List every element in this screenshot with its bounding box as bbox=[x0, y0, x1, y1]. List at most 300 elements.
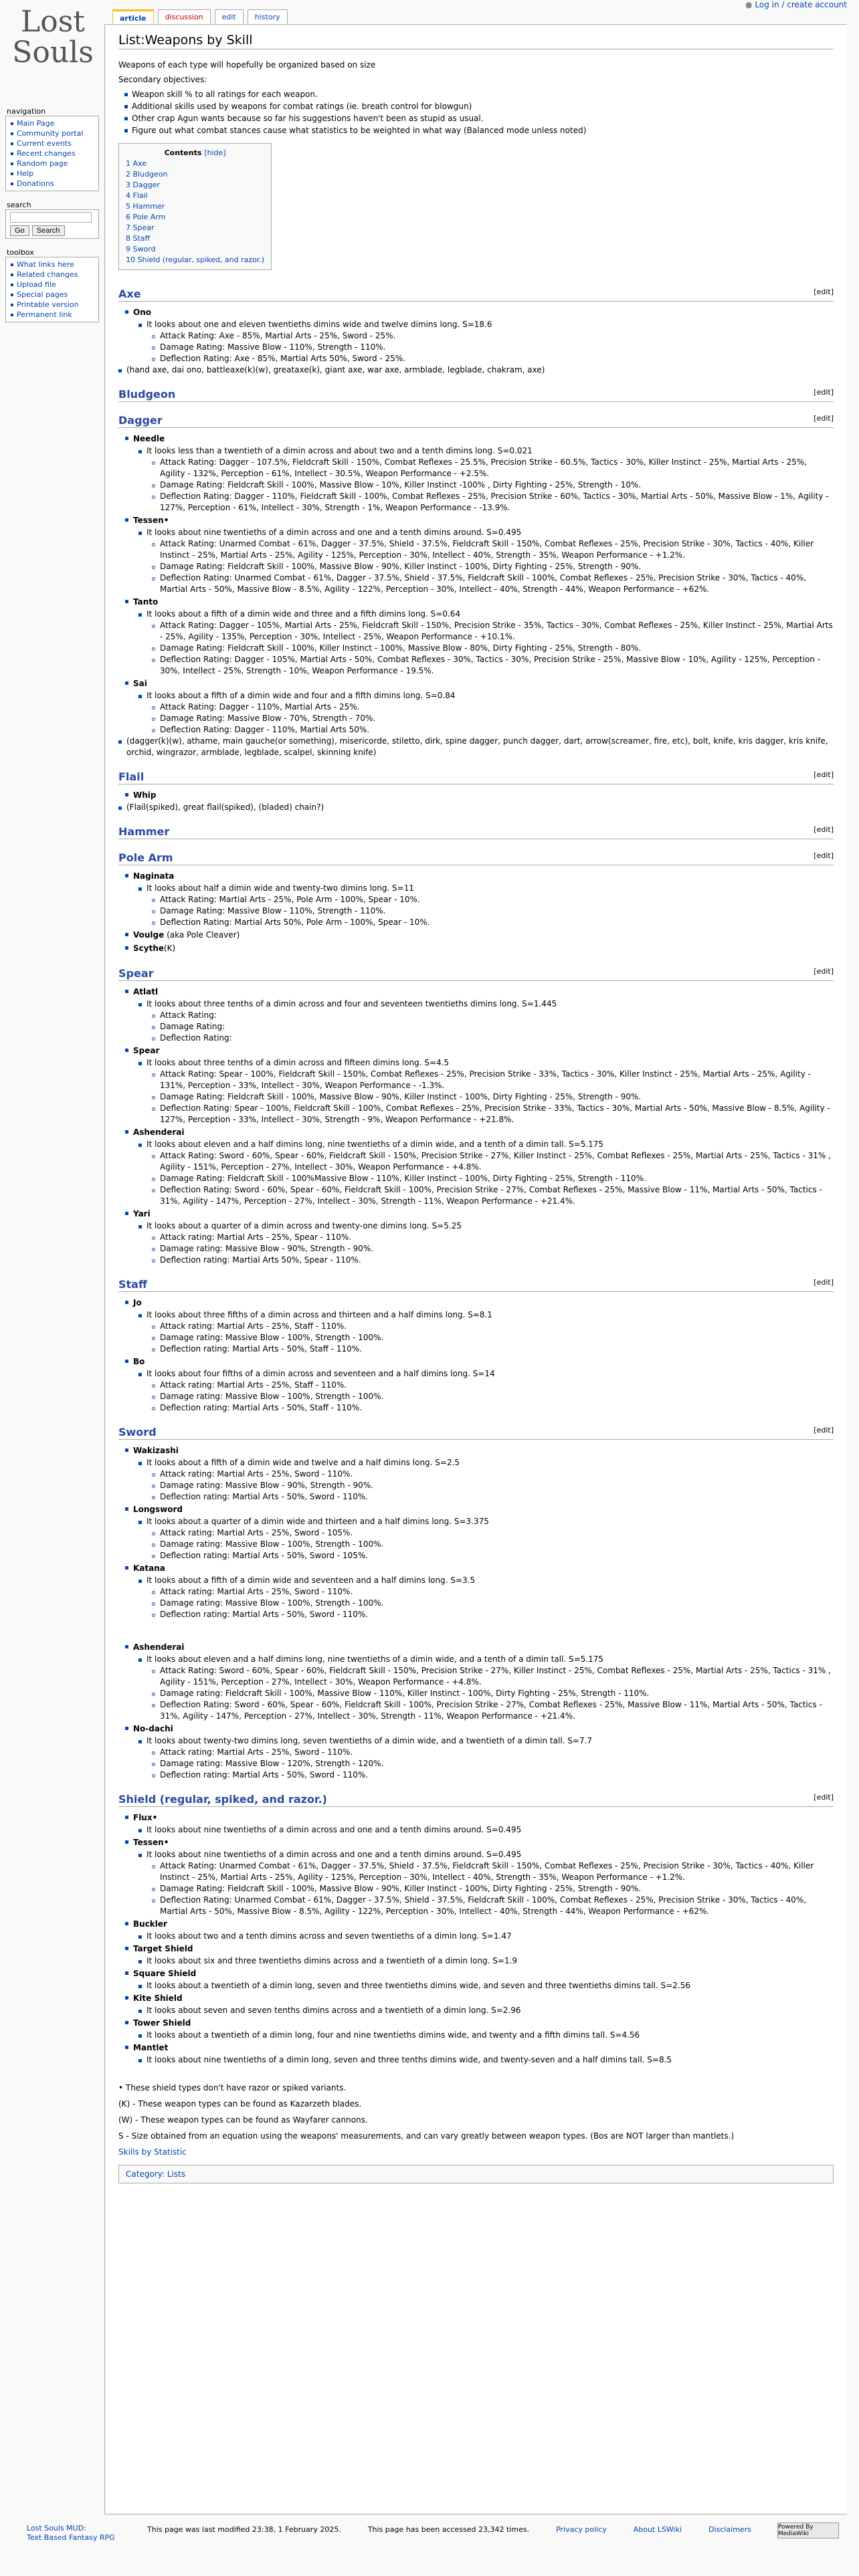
rating-line: Damage rating: Massive Blow - 90%, Strength - 90%. bbox=[155, 1480, 834, 1491]
content-area bbox=[104, 24, 847, 2514]
weapon-ratings bbox=[155, 330, 834, 364]
section-title: Sword bbox=[118, 1426, 157, 1438]
rating-line: Deflection Rating: Unarmed Combat - 61%, Dagger - 37.5%, Shield - 37.5%, Fieldcraft Skill - 100%, Combat Reflexes - 25%, Precision Strike - 30%, Tactics - 40%, Martial Arts - 50%, Massive Blow - 8.5%, Agility - 122%, Perception - 30%, Intellect - 40%, Strength - 44%, Weapon Performance - +62%. bbox=[155, 572, 834, 595]
weapon-description: It looks about a quarter of a dimin across and twenty-one dimins long. S=5.25 bbox=[141, 1220, 834, 1232]
rating-line: Deflection Rating: Dagger - 110%, Martial Arts 50%. bbox=[155, 724, 834, 736]
weapon-entry bbox=[128, 514, 834, 595]
weapon-entry bbox=[128, 928, 834, 942]
rating-line: Attack Rating: Martial Arts - 25%, Pole Arm - 100%, Spear - 10%. bbox=[155, 894, 834, 905]
section-heading bbox=[118, 288, 834, 302]
sidebar-nav-item bbox=[17, 179, 94, 189]
weapon-name bbox=[128, 1207, 834, 1220]
weapon-entry bbox=[128, 1811, 834, 1836]
page-tabs bbox=[112, 9, 288, 24]
weapon-desc-wrap bbox=[141, 609, 834, 620]
section-edit-link[interactable]: [edit] bbox=[814, 1793, 834, 1802]
weapon-desc-wrap bbox=[141, 1824, 834, 1836]
secondary-objectives-label: Secondary objectives: bbox=[118, 75, 207, 84]
weapon-entry bbox=[128, 1125, 834, 1207]
rating-line: Damage rating: Massive Blow - 90%, Strength - 90%. bbox=[155, 1243, 834, 1255]
toc-title: Contents bbox=[164, 148, 202, 157]
footer-wordmark[interactable] bbox=[27, 2524, 115, 2543]
footer-wordmark-line2: Text Based Fantasy RPG bbox=[27, 2533, 115, 2542]
weapon-entry bbox=[128, 2016, 834, 2041]
weapon-entry bbox=[121, 802, 834, 813]
weapon-list-note: (dagger(k)(w), athame, main gauche(or something), misericorde, stiletto, dirk, spine dagger, punch dagger, dart, arrow(screamer, fire, etc), bolt, knife, kris dagger, kris knife, orchid, wingrazor, armblade, legblade, scalpel, skinning knife) bbox=[121, 736, 834, 758]
weapon-name-text: Bo bbox=[133, 1357, 145, 1366]
toc-item bbox=[126, 255, 264, 265]
footnote-line: (W) - These weapon types can be found as Wayfarer cannons. bbox=[118, 2115, 368, 2125]
sections bbox=[118, 288, 834, 2066]
toolbox-link[interactable]: What links here bbox=[17, 260, 74, 269]
rating-line: Damage rating: Massive Blow - 100%, Strength - 100%. bbox=[155, 1598, 834, 1609]
section-heading bbox=[118, 770, 834, 784]
toolbox-item bbox=[17, 300, 94, 310]
weapon-ratings bbox=[155, 894, 834, 928]
weapon-description: It looks about two and a tenth dimins across and seven twentieths of a dimin long. S=1.47 bbox=[141, 1931, 834, 1942]
weapon-description: It looks about seven and seven tenths dimins across and a twentieth of a dimin long. S=2.96 bbox=[141, 2005, 834, 2016]
sidebar-nav-link[interactable]: Current events bbox=[17, 139, 72, 148]
weapon-desc-wrap bbox=[141, 2030, 834, 2041]
weapon-name bbox=[128, 1992, 834, 2005]
weapon-name-text: Sai bbox=[133, 679, 147, 688]
section-heading bbox=[118, 1426, 834, 1440]
weapon-name-text: Tower Shield bbox=[133, 2018, 191, 2028]
weapon-name bbox=[128, 1296, 834, 1309]
weapon-ratings bbox=[155, 538, 834, 595]
rating-line: Attack rating: Martial Arts - 25%, Sword - 110%. bbox=[155, 1586, 834, 1598]
personal-tools bbox=[745, 0, 847, 9]
weapon-entry bbox=[128, 1503, 834, 1562]
toolbox-portlet bbox=[5, 248, 99, 322]
section-heading bbox=[118, 1793, 834, 1807]
weapon-name-text: Ashenderai bbox=[133, 1128, 185, 1137]
about-link[interactable]: About LSWiki bbox=[633, 2525, 682, 2534]
footer bbox=[0, 2517, 859, 2571]
weapon-entry bbox=[128, 1836, 834, 1917]
sidebar-nav-link[interactable]: Help bbox=[17, 169, 34, 178]
toc-item bbox=[126, 169, 264, 180]
toc-item bbox=[126, 180, 264, 191]
toc-link[interactable]: 8 Staff bbox=[126, 234, 151, 243]
rating-line: Deflection Rating: bbox=[155, 1033, 834, 1044]
section-edit-link[interactable]: [edit] bbox=[814, 851, 834, 860]
toc-link[interactable]: 4 Flail bbox=[126, 191, 148, 200]
rating-line: Deflection Rating: Sword - 60%, Spear - 60%, Fieldcraft Skill - 100%, Precision Strike - 27%, Combat Reflexes - 25%, Massive Blow - 11%, Martial Arts - 50%, Tactics - 31%, Agility - 147%, Perception - 27%, Intellect - 30%, Strength - 11%, Weapon Performance - +21.4%. bbox=[155, 1184, 834, 1207]
toc-link[interactable]: 2 Bludgeon bbox=[126, 170, 168, 179]
powered-by-badge[interactable]: Powered By MediaWiki bbox=[777, 2523, 839, 2539]
access-count: This page has been accessed 23,342 times. bbox=[367, 2525, 530, 2534]
weapon-entry bbox=[128, 1296, 834, 1355]
tab-edit[interactable]: edit bbox=[215, 9, 244, 24]
rating-line: Attack rating: Martial Arts - 25%, Sword - 105%. bbox=[155, 1527, 834, 1539]
weapon-name bbox=[128, 1444, 834, 1457]
weapon-entry bbox=[128, 1562, 834, 1620]
page-title: List:Weapons by Skill bbox=[118, 33, 834, 49]
weapon-name-text: Longsword bbox=[133, 1505, 183, 1514]
sidebar-nav-link[interactable]: Random page bbox=[17, 159, 68, 168]
toolbox-item bbox=[17, 310, 94, 320]
weapon-desc-wrap bbox=[141, 1575, 834, 1586]
tab-discussion[interactable]: discussion bbox=[158, 9, 211, 24]
weapon-name-suffix: (K) bbox=[164, 944, 176, 953]
see-also-link[interactable]: Skills by Statistic bbox=[118, 2147, 187, 2157]
objective-item: Figure out what combat stances cause what statistics to be weighted in what way (Balanced mode unless noted) bbox=[132, 124, 834, 136]
weapon-name-text: Naginata bbox=[133, 871, 175, 881]
sidebar-nav-link[interactable]: Donations bbox=[17, 179, 54, 188]
rating-line: Deflection Rating: Martial Arts 50%, Pole Arm - 100%, Spear - 10%. bbox=[155, 917, 834, 928]
weapon-ratings bbox=[155, 1150, 834, 1207]
toolbox-item bbox=[17, 290, 94, 300]
objective-item: Other crap Agun wants because so far his suggestions haven't been as stupid as usual. bbox=[132, 112, 834, 124]
toolbox-link[interactable]: Related changes bbox=[17, 270, 78, 279]
weapon-name-text: Whip bbox=[133, 790, 157, 800]
weapon-description: It looks about three fifths of a dimin across and thirteen and a half dimins long. S=8.1 bbox=[141, 1309, 834, 1321]
weapon-name-suffix: (aka Pole Cleaver) bbox=[164, 930, 240, 940]
weapon-desc-wrap bbox=[141, 1849, 834, 1860]
weapon-name bbox=[128, 1562, 834, 1575]
see-also bbox=[118, 2146, 834, 2158]
toolbox-link[interactable]: Permanent link bbox=[17, 310, 72, 319]
section-edit-link[interactable]: [edit] bbox=[814, 388, 834, 397]
rating-line: Deflection rating: Martial Arts - 50%, Staff - 110%. bbox=[155, 1344, 834, 1355]
weapon-name-text: Needle bbox=[133, 434, 165, 443]
sidebar-nav-link[interactable]: Recent changes bbox=[17, 149, 76, 158]
rating-line: Damage Rating: Fieldcraft Skill - 100%, Killer Instinct - 100%, Massive Blow - 80%, Dirty Fighting - 25%, Strength - 80%. bbox=[155, 643, 834, 654]
toc-item bbox=[126, 191, 264, 201]
search-input[interactable] bbox=[10, 212, 92, 223]
rating-line: Deflection Rating: Sword - 60%, Spear - 60%, Fieldcraft Skill - 100%, Precision Strike - 27%, Combat Reflexes - 25%, Massive Blow - 11%, Martial Arts - 50%, Tactics - 31%, Agility - 147%, Perception - 27%, Intellect - 30%, Strength - 11%, Weapon Performance - +21.4%. bbox=[155, 1699, 834, 1722]
weapon-ratings bbox=[155, 1069, 834, 1125]
rating-line: Attack Rating: Unarmed Combat - 61%, Dagger - 37.5%, Shield - 37.5%, Fieldcraft Skill - 150%, Combat Reflexes - 25%, Precision Strike - 30%, Tactics - 40%, Killer Instinct - 25%, Martial Arts - 25%, Agility - 125%, Perception - 30%, Intellect - 40%, Strength - 35%, Weapon Performance - +1.2%. bbox=[155, 538, 834, 561]
weapon-desc-wrap bbox=[141, 1955, 834, 1967]
section-edit-link[interactable]: [edit] bbox=[814, 288, 834, 296]
toolbox-item bbox=[17, 270, 94, 280]
category-label[interactable]: Category: bbox=[126, 2169, 167, 2179]
login-link[interactable]: Log in / create account bbox=[755, 0, 847, 9]
go-button[interactable]: Go bbox=[10, 225, 29, 236]
search-button[interactable]: Search bbox=[32, 225, 65, 236]
weapon-name bbox=[128, 1917, 834, 1931]
search-portlet bbox=[5, 201, 99, 239]
section-edit-link[interactable]: [edit] bbox=[814, 1278, 834, 1287]
weapon-name-text: Tessen• bbox=[133, 516, 169, 525]
rating-line: Damage Rating: Fieldcraft Skill - 100%, Massive Blow - 90%, Killer Instinct - 100%, Dirty Fighting - 25%, Strength - 90%. bbox=[155, 1091, 834, 1103]
weapon-name-text: Kite Shield bbox=[133, 1994, 183, 2003]
weapon-entry bbox=[128, 1355, 834, 1414]
weapon-name-text: Jo bbox=[133, 1298, 142, 1307]
weapon-desc-wrap bbox=[141, 445, 834, 457]
rating-line: Deflection Rating: Dagger - 105%, Martial Arts - 50%, Combat Reflexes - 30%, Tactics - 30%, Precision Strike - 25%, Massive Blow - 10%, Agility - 125%, Perception - 30%, Intellect - 25%, Strength - 10%, Weapon Performance - 19.5%. bbox=[155, 654, 834, 677]
weapon-desc-wrap bbox=[141, 1931, 834, 1942]
toolbox-link[interactable]: Special pages bbox=[17, 290, 68, 299]
weapon-name bbox=[128, 1836, 834, 1849]
footer-wordmark-line1: Lost Souls MUD: bbox=[27, 2524, 86, 2533]
weapon-name bbox=[128, 1942, 834, 1955]
rating-line: Attack Rating: Dagger - 105%, Martial Arts - 25%, Fieldcraft Skill - 150%, Precision Strike - 35%, Tactics - 30%, Combat Reflexes - 25%, Killer Instinct - 25%, Martial Arts - 25%, Agility - 135%, Perception - 30%, Intellect - 25%, Weapon Performance - +10.1%. bbox=[155, 620, 834, 643]
weapon-ratings bbox=[155, 1747, 834, 1781]
weapon-entry bbox=[121, 364, 834, 376]
rating-line: Attack Rating: Unarmed Combat - 61%, Dagger - 37.5%, Shield - 37.5%, Fieldcraft Skill - 150%, Combat Reflexes - 25%, Precision Strike - 30%, Tactics - 40%, Killer Instinct - 25%, Martial Arts - 25%, Agility - 125%, Perception - 30%, Intellect - 40%, Strength - 35%, Weapon Performance - +1.2%. bbox=[155, 1860, 834, 1883]
toc-link[interactable]: 9 Sword bbox=[126, 245, 156, 253]
toc-item bbox=[126, 158, 264, 169]
rating-line: Attack rating: Martial Arts - 25%, Sword - 110%. bbox=[155, 1469, 834, 1480]
toc-item bbox=[126, 212, 264, 223]
weapon-description: It looks about a fifth of a dimin wide and seventeen and a half dimins long. S=3.5 bbox=[141, 1575, 834, 1586]
toc-link[interactable]: 3 Dagger bbox=[126, 181, 160, 189]
toolbox-link[interactable]: Upload file bbox=[17, 280, 56, 289]
weapon-description: It looks about a quarter of a dimin wide and thirteen and a half dimins long. S=3.375 bbox=[141, 1516, 834, 1527]
category-box bbox=[118, 2165, 834, 2183]
weapon-description: It looks about a twentieth of a dimin long, four and nine twentieths dimins wide, and twenty and a fifth dimins tall. S=4.56 bbox=[141, 2030, 834, 2041]
weapon-desc-wrap bbox=[141, 1220, 834, 1232]
rating-line: Attack Rating: Axe - 85%, Martial Arts - 25%, Sword - 25%. bbox=[155, 330, 834, 342]
rating-line: Attack rating: Martial Arts - 25%, Staff - 110%. bbox=[155, 1380, 834, 1391]
privacy-link[interactable]: Privacy policy bbox=[556, 2525, 607, 2534]
section-heading bbox=[118, 825, 834, 839]
section-edit-link[interactable]: [edit] bbox=[814, 825, 834, 834]
navigation-heading: navigation bbox=[7, 107, 46, 116]
weapon-name-text: Scythe bbox=[133, 944, 164, 953]
weapon-description: It looks about four fifths of a dimin across and seventeen and a half dimins long. S=14 bbox=[141, 1368, 834, 1380]
toc-item bbox=[126, 244, 264, 255]
weapon-desc-wrap bbox=[141, 1735, 834, 1747]
weapon-entry bbox=[128, 2041, 834, 2066]
intro-text: Weapons of each type will hopefully be organized based on size bbox=[118, 60, 376, 70]
weapon-entry bbox=[128, 432, 834, 514]
footnotes bbox=[118, 2082, 834, 2142]
weapon-desc-wrap bbox=[141, 527, 834, 538]
weapon-entry bbox=[128, 1967, 834, 1992]
weapon-name bbox=[128, 985, 834, 998]
rating-line: Deflection rating: Martial Arts - 50%, Sword - 110%. bbox=[155, 1491, 834, 1503]
rating-line: Damage rating: Massive Blow - 100%, Strength - 100%. bbox=[155, 1391, 834, 1402]
weapon-entry bbox=[128, 788, 834, 802]
weapon-description: It looks about nine twentieths of a dimin across and one and a tenth dimins around. S=0.495 bbox=[141, 1849, 834, 1860]
weapon-description: It looks about six and three twentieths dimins across and a twentieth of a dimin long. S=1.9 bbox=[141, 1955, 834, 1967]
weapon-name bbox=[128, 1503, 834, 1516]
rating-line: Deflection rating: Martial Arts - 50%, Sword - 110%. bbox=[155, 1769, 834, 1781]
rating-line: Attack Rating: Dagger - 107.5%, Fieldcraft Skill - 150%, Combat Reflexes - 25.5%, Precision Strike - 60.5%, Tactics - 30%, Killer Instinct - 25%, Martial Arts - 25%, Agility - 132%, Perception - 61%, Intellect - 30.5%, Weapon Performance - +2.5%. bbox=[155, 457, 834, 479]
weapon-ratings bbox=[155, 1380, 834, 1414]
sidebar-nav-item bbox=[17, 158, 94, 169]
rating-line: Damage Rating: Massive Blow - 110%, Strength - 110%. bbox=[155, 342, 834, 353]
section-edit-link[interactable]: [edit] bbox=[814, 1426, 834, 1434]
weapon-name-text: Yari bbox=[133, 1209, 151, 1218]
section-heading bbox=[118, 967, 834, 981]
weapon-description: It looks about three tenths of a dimin across and fifteen dimins long. S=4.5 bbox=[141, 1057, 834, 1069]
weapon-description: It looks about a fifth of a dimin wide and three and a fifth dimins long. S=0.64 bbox=[141, 609, 834, 620]
sidebar-nav-item bbox=[17, 148, 94, 158]
footnote-line: S - Size obtained from an equation using the weapons' measurements, and can vary greatly between weapon types. (Bos are NOT larger than mantlets.) bbox=[118, 2131, 735, 2141]
section-heading bbox=[118, 414, 834, 428]
weapon-name-text: Wakizashi bbox=[133, 1446, 179, 1455]
toc-hide-link[interactable]: [hide] bbox=[204, 148, 226, 157]
sidebar-nav-item bbox=[17, 169, 94, 179]
rating-line: Attack Rating: Dagger - 110%, Martial Arts - 25%. bbox=[155, 702, 834, 713]
weapon-entry bbox=[128, 1444, 834, 1503]
section-edit-link[interactable]: [edit] bbox=[814, 967, 834, 976]
site-logo[interactable] bbox=[3, 3, 103, 90]
weapon-name-text: Square Shield bbox=[133, 1969, 197, 1978]
weapon-desc-wrap bbox=[141, 1654, 834, 1665]
weapon-name-text: No-dachi bbox=[133, 1724, 173, 1733]
weapon-entry bbox=[128, 1942, 834, 1967]
weapon-description: It looks about twenty-two dimins long, seven twentieths of a dimin wide, and a twentieth of a dimin tall. S=7.7 bbox=[141, 1735, 834, 1747]
weapon-name bbox=[128, 928, 834, 942]
weapon-name bbox=[128, 514, 834, 527]
weapon-ratings bbox=[155, 620, 834, 677]
section-edit-link[interactable]: [edit] bbox=[814, 770, 834, 779]
weapon-desc-wrap bbox=[141, 1368, 834, 1380]
weapon-name-text: Spear bbox=[133, 1046, 160, 1055]
section-title: Hammer bbox=[118, 825, 170, 838]
weapon-description: It looks about nine twentieths of a dimin long, seven and three tenths dimins wide, and twenty-seven and a half dimins tall. S=8.5 bbox=[141, 2054, 834, 2066]
weapon-desc-wrap bbox=[141, 1980, 834, 1992]
weapon-name-text: Tanto bbox=[133, 597, 159, 607]
section-heading bbox=[118, 851, 834, 865]
weapon-name bbox=[128, 788, 834, 802]
rating-line: Damage rating: Massive Blow - 100%, Strength - 100%. bbox=[155, 1332, 834, 1344]
weapon-name-text: Voulge bbox=[133, 930, 165, 940]
sidebar-nav-link[interactable]: Main Page bbox=[17, 119, 55, 128]
rating-line: Damage Rating: Massive Blow - 70%, Strength - 70%. bbox=[155, 713, 834, 724]
weapon-ratings bbox=[155, 1469, 834, 1503]
rating-line: Deflection Rating: Unarmed Combat - 61%, Dagger - 37.5%, Shield - 37.5%, Fieldcraft Skill - 100%, Combat Reflexes - 25%, Precision Strike - 30%, Tactics - 40%, Martial Arts - 50%, Massive Blow - 8.5%, Agility - 122%, Perception - 30%, Intellect - 40%, Strength - 44%, Weapon Performance - +62%. bbox=[155, 1895, 834, 1917]
weapon-desc-wrap bbox=[141, 2005, 834, 2016]
toc-item bbox=[126, 201, 264, 212]
rating-line: Deflection Rating: Dagger - 110%, Fieldcraft Skill - 100%, Combat Reflexes - 25%, Precision Strike - 60%, Tactics - 30%, Martial Arts - 50%, Massive Blow - 1%, Agility - 127%, Perception - 61%, Intellect - 30%, Strength - 1%, Weapon Performance - -13.9%. bbox=[155, 491, 834, 514]
weapon-description: It looks about eleven and a half dimins long, nine twentieths of a dimin wide, and a tenth of a dimin tall. S=5.175 bbox=[141, 1139, 834, 1150]
section-title: Axe bbox=[118, 288, 141, 300]
category-link[interactable]: Lists bbox=[167, 2169, 186, 2179]
weapon-description: It looks about a fifth of a dimin wide and twelve and a half dimins long. S=2.5 bbox=[141, 1457, 834, 1469]
weapon-ratings bbox=[155, 1321, 834, 1355]
weapon-name-text: Atlatl bbox=[133, 987, 159, 996]
rating-line: Deflection rating: Martial Arts 50%, Spear - 110%. bbox=[155, 1255, 834, 1266]
section-title: Bludgeon bbox=[118, 388, 176, 401]
footnote-line: (K) - These weapon types can be found as Kazarzeth blades. bbox=[118, 2099, 362, 2109]
section-title: Dagger bbox=[118, 414, 163, 427]
weapon-ratings bbox=[155, 1586, 834, 1620]
rating-line: Attack Rating: Sword - 60%, Spear - 60%, Fieldcraft Skill - 150%, Precision Strike - 27%, Killer Instinct - 25%, Combat Reflexes - 25%, Martial Arts - 25%, Tactics - 31% , Agility - 151%, Perception - 27%, Intellect - 30%, Weapon Performance - +4.8%. bbox=[155, 1150, 834, 1173]
weapon-name bbox=[128, 942, 834, 955]
disclaimers-link[interactable]: Disclaimers bbox=[708, 2525, 751, 2534]
rating-line: Deflection rating: Martial Arts - 50%, Sword - 110%. bbox=[155, 1609, 834, 1620]
toc-link[interactable]: 6 Pole Arm bbox=[126, 213, 166, 221]
navigation-portlet bbox=[5, 107, 99, 191]
weapon-description: It looks less than a twentieth of a dimin across and about two and a tenth dimins long. S=0.021 bbox=[141, 445, 834, 457]
rating-line: Deflection rating: Martial Arts - 50%, Staff - 110%. bbox=[155, 1402, 834, 1414]
tab-history[interactable]: history bbox=[248, 9, 288, 24]
objective-item: Additional skills used by weapons for combat ratings (ie. breath control for blowgun) bbox=[132, 100, 834, 112]
rating-line: Damage Rating: Fieldcraft Skill - 100%, Massive Blow - 10%, Killer Instinct -100% , Dirty Fighting - 25%, Strength - 10%. bbox=[155, 479, 834, 491]
weapon-name bbox=[128, 1722, 834, 1735]
weapon-entry bbox=[128, 869, 834, 928]
weapon-desc-wrap bbox=[141, 883, 834, 894]
weapon-desc-wrap bbox=[141, 690, 834, 702]
section-heading bbox=[118, 1278, 834, 1292]
weapon-description: It looks about half a dimin wide and twenty-two dimins long. S=11 bbox=[141, 883, 834, 894]
weapon-ratings bbox=[155, 1860, 834, 1917]
weapon-name bbox=[128, 1125, 834, 1139]
objective-item: Weapon skill % to all ratings for each weapon. bbox=[132, 88, 834, 100]
weapon-name-text: Katana bbox=[133, 1564, 165, 1573]
weapon-name-text: Tessen• bbox=[133, 1838, 169, 1847]
weapon-name bbox=[128, 1811, 834, 1824]
weapon-desc-wrap bbox=[141, 1057, 834, 1069]
section-title: Spear bbox=[118, 967, 154, 980]
search-heading: search bbox=[7, 201, 31, 209]
rating-line: Deflection rating: Martial Arts - 50%, Sword - 105%. bbox=[155, 1550, 834, 1562]
rating-line: Attack Rating: bbox=[155, 1010, 834, 1021]
toc-link[interactable]: 10 Shield (regular, spiked, and razor.) bbox=[126, 255, 265, 264]
weapon-name bbox=[128, 1967, 834, 1980]
weapon-desc-wrap bbox=[141, 1139, 834, 1150]
rating-line: Damage Rating: bbox=[155, 1021, 834, 1033]
user-icon: ● bbox=[745, 0, 753, 9]
section-title: Pole Arm bbox=[118, 851, 173, 864]
toolbox-link[interactable]: Printable version bbox=[17, 300, 79, 309]
toc-link[interactable]: 1 Axe bbox=[126, 159, 147, 168]
weapon-entry bbox=[128, 1917, 834, 1942]
weapon-entry bbox=[128, 595, 834, 677]
weapon-entry bbox=[128, 1722, 834, 1781]
weapon-entry bbox=[128, 677, 834, 736]
section-edit-link[interactable]: [edit] bbox=[814, 414, 834, 423]
weapon-name bbox=[128, 1044, 834, 1057]
weapon-ratings bbox=[155, 1527, 834, 1562]
weapon-desc-wrap bbox=[141, 1457, 834, 1469]
toc-link[interactable]: 7 Spear bbox=[126, 223, 155, 232]
rating-line: Damage Rating: Fieldcraft Skill - 100%Massive Blow - 110%, Killer Instinct - 100%, Dirty Fighting - 25%, Strength - 110%. bbox=[155, 1173, 834, 1184]
section-title: Flail bbox=[118, 770, 145, 783]
rating-line: Attack Rating: Spear - 100%, Fieldcraft Skill - 150%, Combat Reflexes - 25%, Precision Strike - 33%, Tactics - 30%, Killer Instinct - 25%, Martial Arts - 25%, Agility - 131%, Perception - 33%, Intellect - 30%, Weapon Performance - -1.3%. bbox=[155, 1069, 834, 1091]
tab-article[interactable]: article bbox=[112, 9, 154, 25]
weapon-ratings bbox=[155, 702, 834, 736]
rating-line: Damage rating: Massive Blow - 120%, Strength - 120%. bbox=[155, 1758, 834, 1769]
toc-item bbox=[126, 233, 264, 244]
weapon-entry bbox=[128, 985, 834, 1044]
weapon-description: It looks about nine twentieths of a dimin across and one and a tenth dimins around. S=0.495 bbox=[141, 527, 834, 538]
weapon-name bbox=[128, 306, 834, 319]
weapon-list-note: (Flail(spiked), great flail(spiked), (bladed) chain?) bbox=[121, 802, 834, 813]
toc-item bbox=[126, 223, 264, 233]
toc-link[interactable]: 5 Hammer bbox=[126, 202, 165, 211]
weapon-description: It looks about three tenths of a dimin across and four and seventeen twentieths dimins long. S=1.445 bbox=[141, 998, 834, 1010]
weapon-description: It looks about a twentieth of a dimin long, seven and three twentieths dimins wide, and seven and three twentieths dimins tall. S=2.56 bbox=[141, 1980, 834, 1992]
weapon-desc-wrap bbox=[141, 2054, 834, 2066]
rating-line: Deflection Rating: Spear - 100%, Fieldcraft Skill - 100%, Combat Reflexes - 25%, Precision Strike - 33%, Tactics - 30%, Martial Arts - 50%, Massive Blow - 8.5%, Agility - 127%, Perception - 33%, Intellect - 30%, Strength - 9%, Weapon Performance - +21.8%. bbox=[155, 1103, 834, 1125]
weapon-desc-wrap bbox=[141, 319, 834, 330]
rating-line: Damage rating: Massive Blow - 100%, Strength - 100%. bbox=[155, 1539, 834, 1550]
weapon-name-text: Ashenderai bbox=[133, 1642, 185, 1652]
sidebar-nav-link[interactable]: Community portal bbox=[17, 129, 84, 138]
weapon-name bbox=[128, 869, 834, 883]
logo-line2: Souls bbox=[12, 35, 94, 70]
logo-line1: Lost bbox=[21, 5, 85, 39]
weapon-ratings bbox=[155, 1010, 834, 1044]
weapon-entry bbox=[128, 942, 834, 955]
toolbox-item bbox=[17, 259, 94, 270]
table-of-contents bbox=[118, 143, 272, 270]
section-heading bbox=[118, 388, 834, 402]
weapon-name-text: Mantlet bbox=[133, 2043, 169, 2052]
toolbox-item bbox=[17, 280, 94, 290]
weapon-entry bbox=[128, 1992, 834, 2016]
weapon-name bbox=[128, 1355, 834, 1368]
weapon-desc-wrap bbox=[141, 998, 834, 1010]
